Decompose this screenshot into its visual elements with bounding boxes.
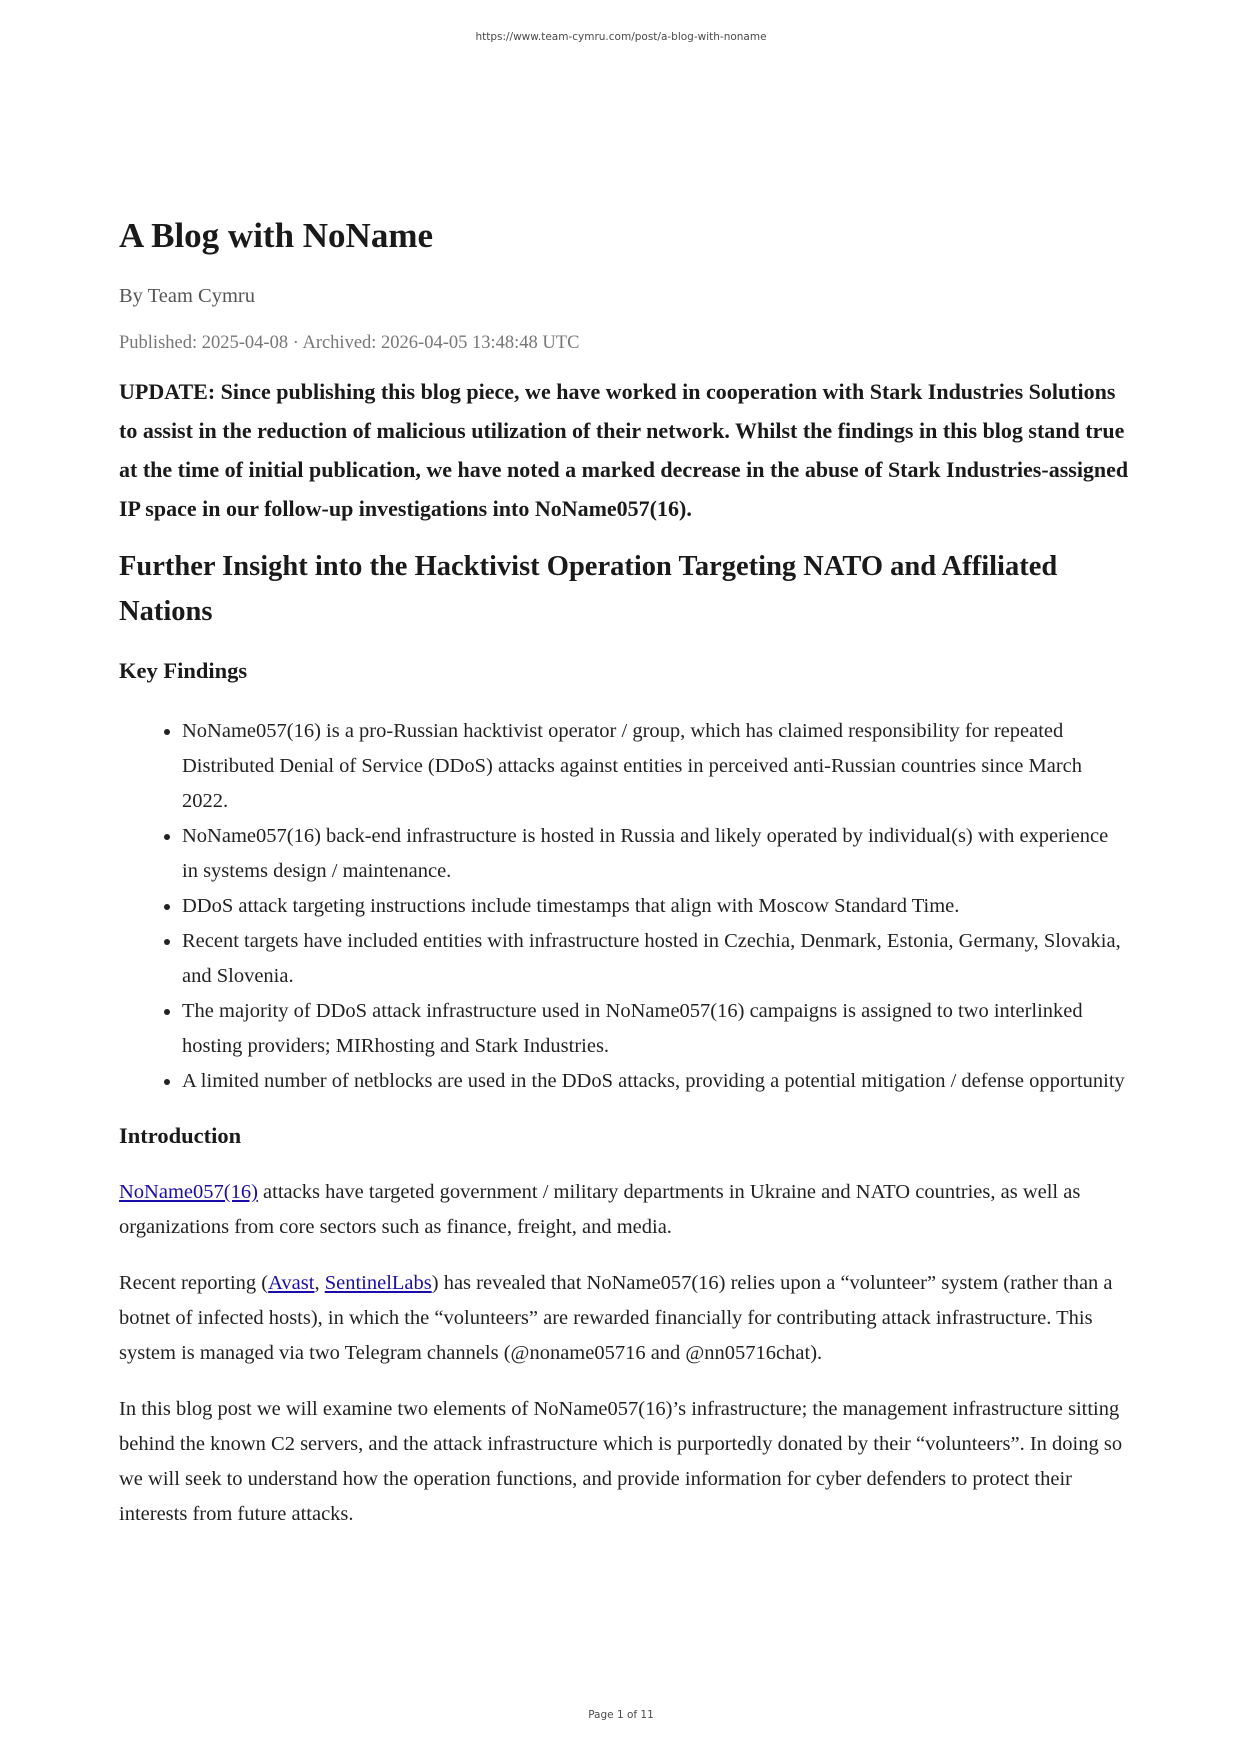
article-title: A Blog with NoName (119, 216, 434, 255)
finding-item: • The majority of DDoS attack infrastructure used in NoName057(16) campaigns is assigned to two interlinked hosting providers; MIRhosting and Stark Industries. (182, 994, 1129, 1064)
intro-paragraph-1 (119, 1175, 1129, 1245)
avast-link[interactable]: Avast (268, 1272, 315, 1294)
article-meta: Published: 2025-04-08 · Archived: 2026-04-05 13:48:48 UTC (119, 333, 580, 353)
noname-link[interactable]: NoName057(16) (119, 1181, 258, 1203)
update-notice: UPDATE: Since publishing this blog piece, we have worked in cooperation with Stark Industries Solutions to assist in the reduction of malicious utilization of their network. Whilst the findings in this blog stand true at the time of initial publication, we have noted a marked decrease in the abuse of Stark Industries-assigned IP space in our follow-up investigations into NoName057(16). (119, 379, 1129, 521)
page-number: Page 1 of 11 (588, 1709, 654, 1721)
finding-item: • NoName057(16) back-end infrastructure is hosted in Russia and likely operated by individual(s) with experience in systems design / maintenance. (182, 819, 1129, 889)
intro-paragraph-2-prefix: Recent reporting ( (119, 1272, 269, 1294)
key-findings-heading: Key Findings (119, 658, 248, 683)
intro-paragraph-3: In this blog post we will examine two elements of NoName057(16)’s infrastructure; the management infrastructure sitting behind the known C2 servers, and the attack infrastructure which is purportedly donated by their “volunteers”. In doing so we will seek to understand how the operation functions, and provide information for cyber defenders to protect their interests from future attacks. (119, 1398, 1123, 1525)
finding-item: • A limited number of netblocks are used in the DDoS attacks, providing a potential mitigation / defense opportunity (182, 1064, 1129, 1099)
intro-paragraph-2 (119, 1266, 1129, 1371)
intro-paragraph-2-text: ) has revealed that NoName057(16) relies upon a “volunteer” system (rather than a botnet of infected hosts), in which the “volunteers” are rewarded financially for contributing attack infrastructure. This system is managed via two Telegram channels (@noname05716 and @nn05716chat). (119, 1272, 1113, 1364)
key-findings-list (119, 714, 1129, 1099)
section-heading: Further Insight into the Hacktivist Operation Targeting NATO and Affiliated Nations (119, 551, 1058, 627)
finding-item: • NoName057(16) is a pro-Russian hacktivist operator / group, which has claimed responsibility for repeated Distributed Denial of Service (DDoS) attacks against entities in perceived anti-Russian countries since March 2022. (182, 714, 1129, 819)
article-byline: By Team Cymru (119, 285, 255, 307)
page-url-header: https://www.team-cymru.com/post/a-blog-with-noname (475, 31, 767, 43)
finding-item: • Recent targets have included entities with infrastructure hosted in Czechia, Denmark, Estonia, Germany, Slovakia, and Slovenia. (182, 924, 1129, 994)
link-separator: , (314, 1272, 325, 1294)
finding-item: • DDoS attack targeting instructions include timestamps that align with Moscow Standard Time. (182, 889, 1129, 924)
intro-paragraph-1-text: attacks have targeted government / military departments in Ukraine and NATO countries, as well as organizations from core sectors such as finance, freight, and media. (119, 1181, 1081, 1238)
article (119, 212, 1129, 1532)
sentinellabs-link[interactable]: SentinelLabs (324, 1272, 432, 1294)
introduction-heading: Introduction (119, 1123, 242, 1148)
